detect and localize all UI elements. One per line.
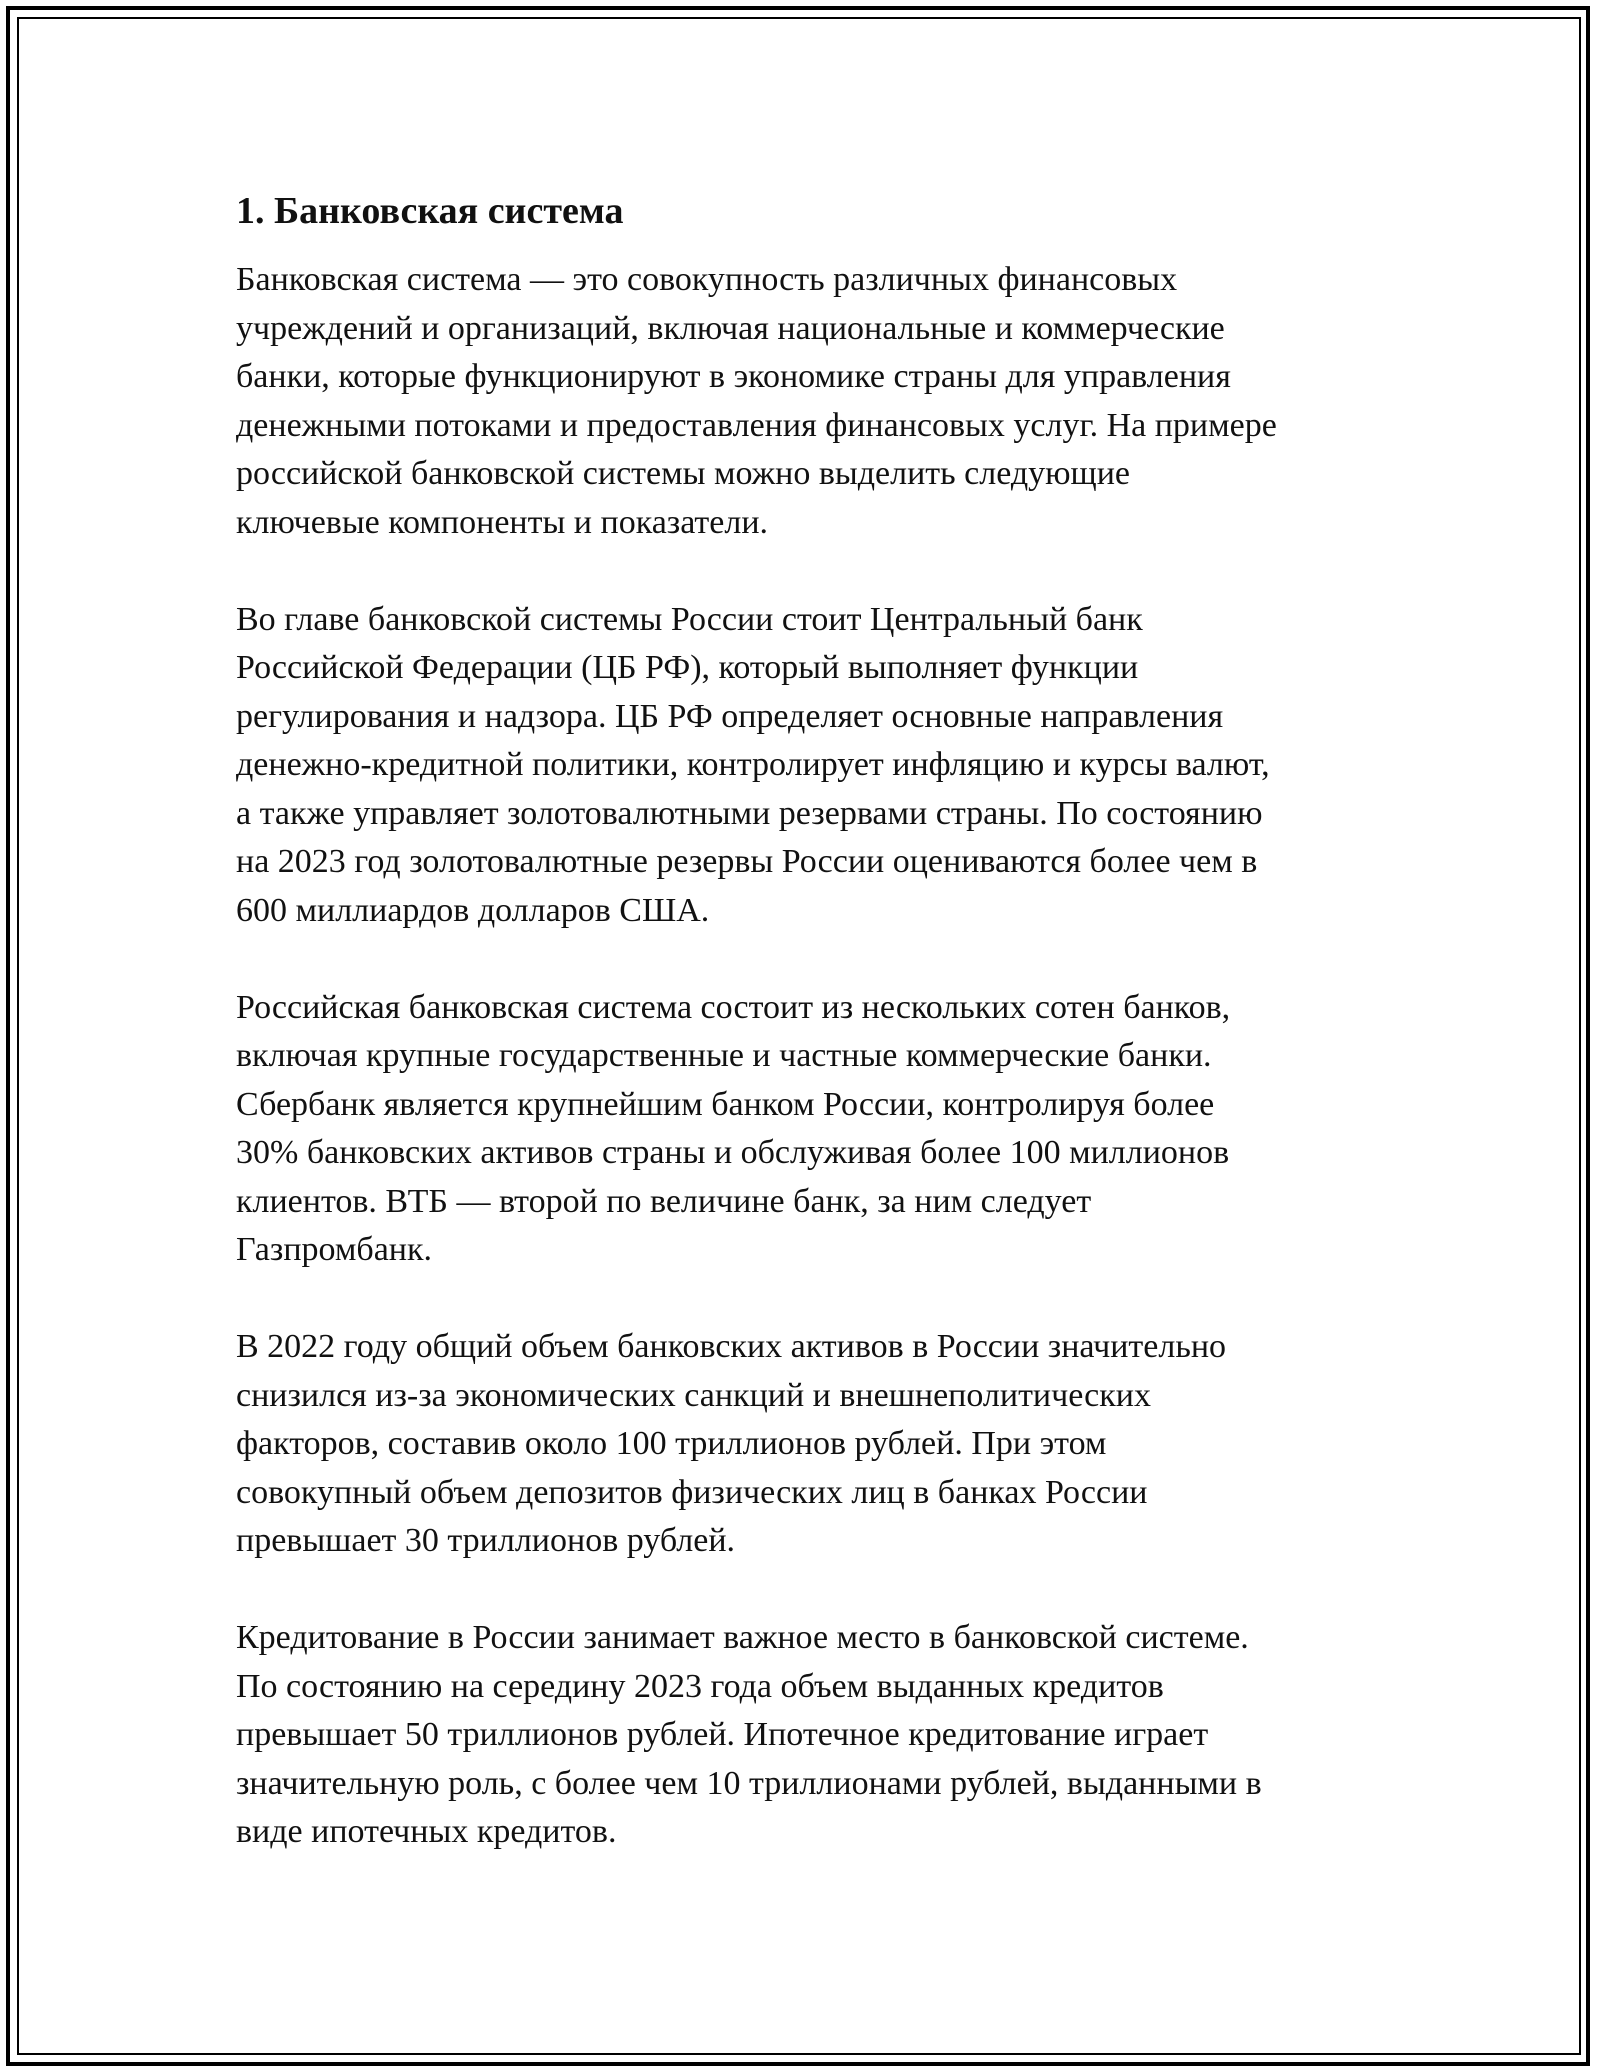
paragraph-line: значительную роль, с более чем 10 триллионами рублей, выданными в — [236, 1764, 1262, 1802]
document-body — [236, 186, 1386, 1905]
paragraph-line: По состоянию на середину 2023 года объем выданных кредитов — [236, 1667, 1164, 1705]
paragraph — [236, 256, 1386, 547]
paragraph-line: включая крупные государственные и частные коммерческие банки. — [236, 1037, 1212, 1074]
paragraph-line: на 2023 год золотовалютные резервы России оцениваются более чем в — [236, 843, 1258, 880]
paragraph-line: Российской Федерации (ЦБ РФ), который выполняет функции — [236, 649, 1139, 686]
paragraph-line: виде ипотечных кредитов. — [236, 1813, 617, 1850]
paragraph-line: клиентов. ВТБ — второй по величине банк, за ним следует — [236, 1182, 1092, 1220]
paragraph-line: Во главе банковской системы России стоит Центральный банк — [236, 600, 1143, 638]
paragraph — [236, 596, 1386, 936]
paragraph-line: банки, которые функционируют в экономике страны для управления — [236, 358, 1231, 395]
paragraph-line: 600 миллиардов долларов США. — [236, 891, 710, 929]
paragraph-line: Российская банковская система состоит из нескольких сотен банков, — [236, 988, 1231, 1026]
paragraph — [236, 1323, 1386, 1566]
paragraph-line: превышает 50 триллионов рублей. Ипотечное кредитование играет — [236, 1716, 1209, 1753]
paragraph-line: снизился из-за экономических санкций и внешнеполитических — [236, 1376, 1151, 1414]
paragraph-line: денежными потоками и предоставления финансовых услуг. На примере — [236, 406, 1277, 444]
section-heading: 1. Банковская система — [236, 190, 624, 232]
paragraph-line: факторов, составив около 100 триллионов рублей. При этом — [236, 1425, 1107, 1462]
paragraph-list — [236, 256, 1386, 1857]
paragraph-line: учреждений и организаций, включая национальные и коммерческие — [236, 309, 1225, 347]
paragraph-line: а также управляет золотовалютными резервами страны. По состоянию — [236, 794, 1263, 832]
paragraph-line: регулирования и надзора. ЦБ РФ определяет основные направления — [236, 697, 1224, 735]
paragraph-line: Газпромбанк. — [236, 1231, 432, 1268]
paragraph — [236, 1614, 1386, 1857]
paragraph — [236, 984, 1386, 1275]
paragraph-line: Кредитование в России занимает важное место в банковской системе. — [236, 1619, 1249, 1656]
paragraph-line: 30% банковских активов страны и обслуживая более 100 миллионов — [236, 1134, 1230, 1171]
paragraph-line: ключевые компоненты и показатели. — [236, 503, 769, 541]
paragraph-line: денежно-кредитной политики, контролирует инфляцию и курсы валют, — [236, 746, 1270, 783]
paragraph-line: превышает 30 триллионов рублей. — [236, 1522, 736, 1559]
paragraph-line: Банковская система — это совокупность различных финансовых — [236, 261, 1178, 298]
paragraph-line: Сбербанк является крупнейшим банком России, контролируя более — [236, 1085, 1215, 1123]
paragraph-line: В 2022 году общий объем банковских активов в России значительно — [236, 1328, 1227, 1365]
paragraph-line: российской банковской системы можно выделить следующие — [236, 455, 1131, 492]
paragraph-line: совокупный объем депозитов физических лиц в банках России — [236, 1473, 1148, 1511]
